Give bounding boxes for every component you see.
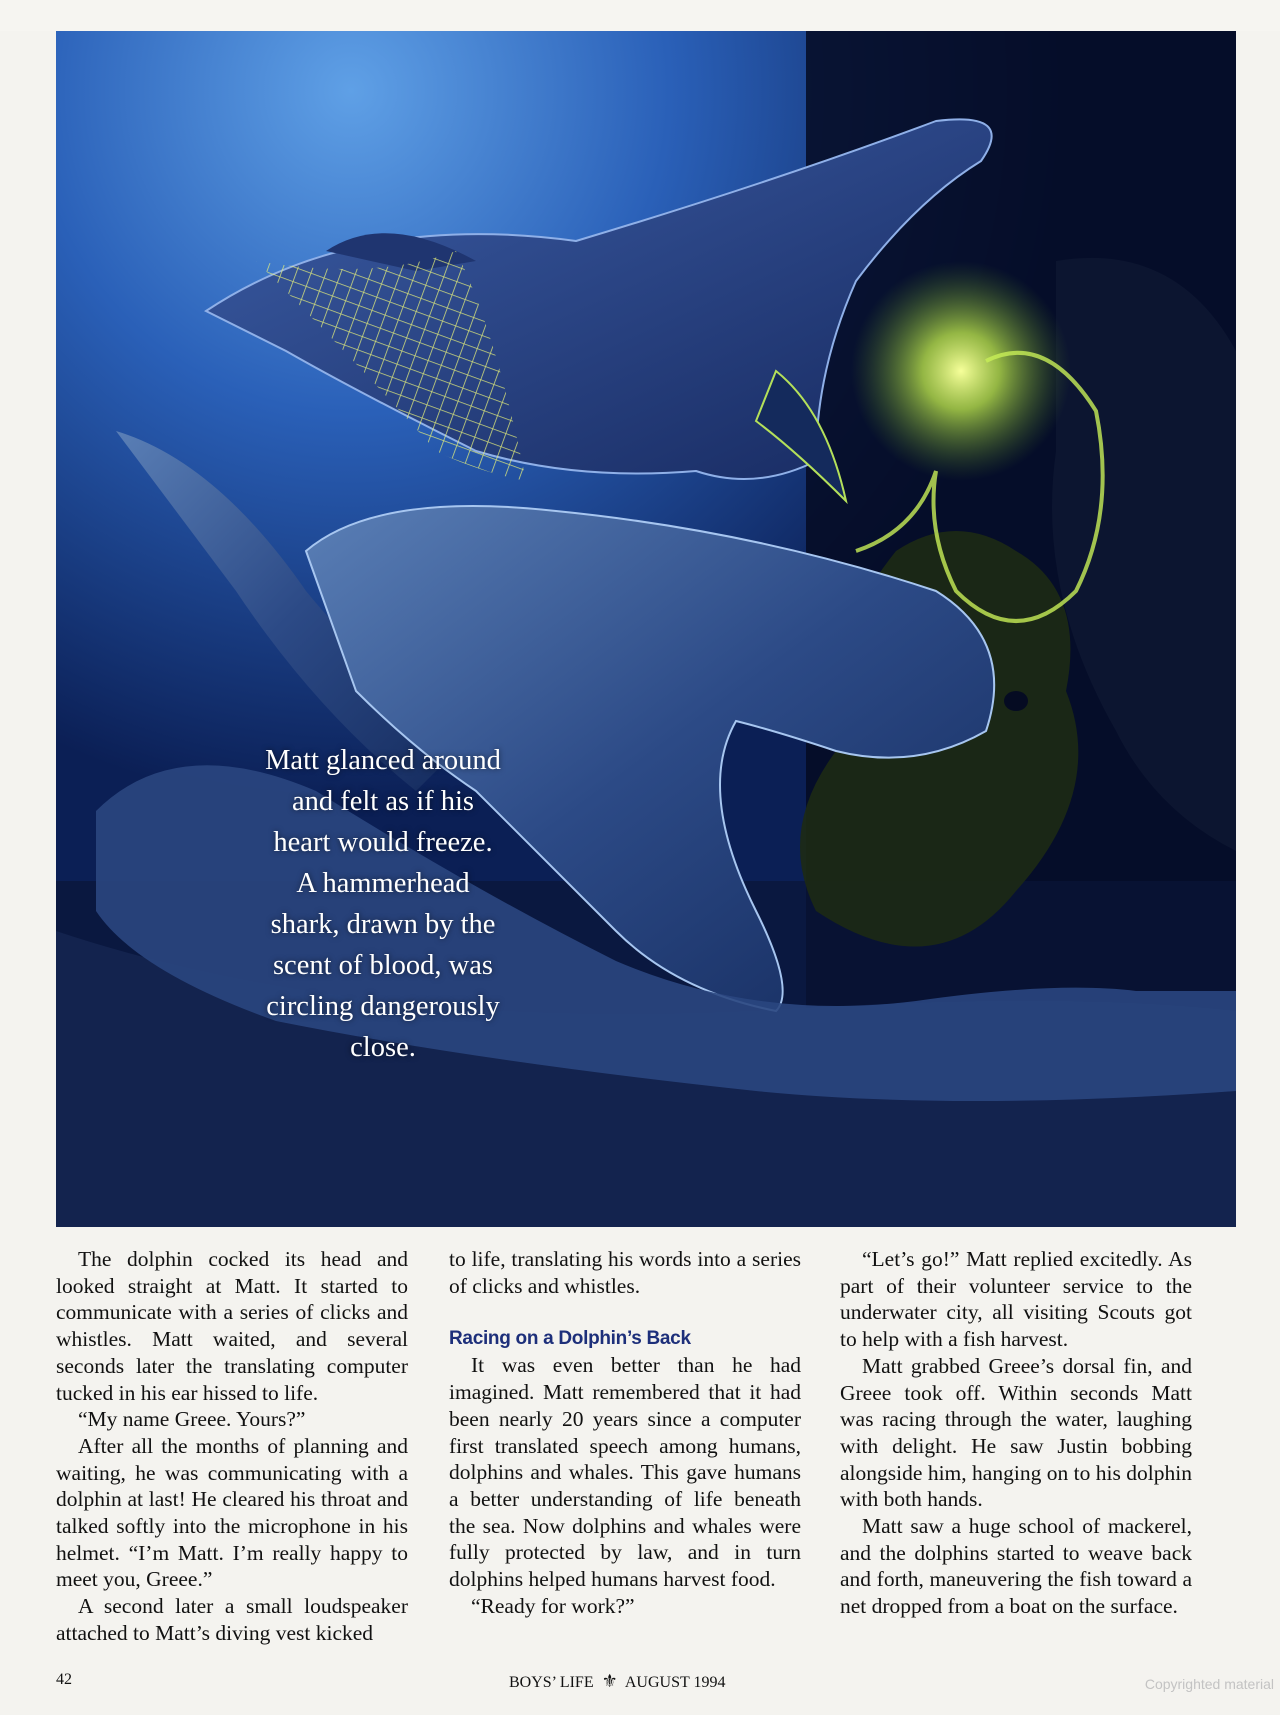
caption-line: scent of blood, was bbox=[272, 950, 494, 981]
pull-quote-caption bbox=[218, 740, 548, 1068]
fleur-de-lis-icon: ⚜ bbox=[601, 1671, 618, 1691]
caption-line: Matt glanced around bbox=[265, 745, 501, 776]
magazine-name: BOYS’ LIFE bbox=[509, 1674, 594, 1691]
paragraph: Matt grabbed Greee’s dorsal fin, and Greee took off. Within seconds Matt was racing through the water, laughing with delight. He saw Justin bobbing alongside him, hanging on to his dolphin with both hands. bbox=[840, 1353, 1192, 1512]
caption-line: A hammerhead bbox=[296, 868, 470, 899]
paragraph: Matt saw a huge school of mackerel, and the dolphins started to weave back and forth, maneuvering the fish toward a net dropped from a boat on the surface. bbox=[840, 1514, 1192, 1619]
magazine-folio bbox=[509, 1671, 725, 1692]
article-column-1 bbox=[56, 1246, 408, 1647]
paragraph: “My name Greee. Yours?” bbox=[78, 1407, 306, 1432]
caption-line: shark, drawn by the bbox=[270, 909, 496, 940]
caption-line: and felt as if his bbox=[291, 786, 475, 817]
paragraph: “Ready for work?” bbox=[471, 1593, 635, 1618]
paragraph: The dolphin cocked its head and looked straight at Matt. It started to communicate with a series of clicks and whistles. Matt waited, and several seconds later the translating computer tucked in his ear hissed to life. bbox=[56, 1247, 408, 1405]
paragraph-continued: to life, translating his words into a series of clicks and whistles. bbox=[449, 1247, 801, 1298]
page-number: 42 bbox=[56, 1671, 72, 1688]
paragraph: After all the months of planning and waiting, he was communicating with a dolphin at last! He cleared his throat and talked softly into the microphone in his helmet. “I’m Matt. I’m really happy to meet you, Greee.” bbox=[56, 1433, 408, 1592]
section-subhead: Racing on a Dolphin’s Back bbox=[449, 1328, 691, 1350]
issue-date: AUGUST 1994 bbox=[624, 1674, 726, 1691]
paragraph: A second later a small loudspeaker attached to Matt’s diving vest kicked bbox=[56, 1594, 408, 1645]
page-top-margin bbox=[0, 0, 1280, 31]
caption-line: circling dangerously bbox=[266, 991, 500, 1022]
paragraph: It was even better than he had imagined. Matt remembered that it had been nearly 20 years since a computer first translated speech among humans, dolphins and whales. This gave humans a better understanding of life beneath the sea. Now dolphins and whales were fully protected by law, and in turn dolphins helped humans harvest food. bbox=[449, 1353, 801, 1592]
caption-line: close. bbox=[350, 1032, 416, 1063]
caption-line: heart would freeze. bbox=[273, 827, 493, 858]
paragraph: “Let’s go!” Matt replied excitedly. As part of their volunteer service to the underwater city, all visiting Scouts got to help with a fish harvest. bbox=[840, 1247, 1192, 1352]
article-column-3 bbox=[840, 1246, 1192, 1620]
copyright-watermark: Copyrighted material bbox=[1144, 1676, 1274, 1692]
article-column-2 bbox=[449, 1246, 801, 1619]
